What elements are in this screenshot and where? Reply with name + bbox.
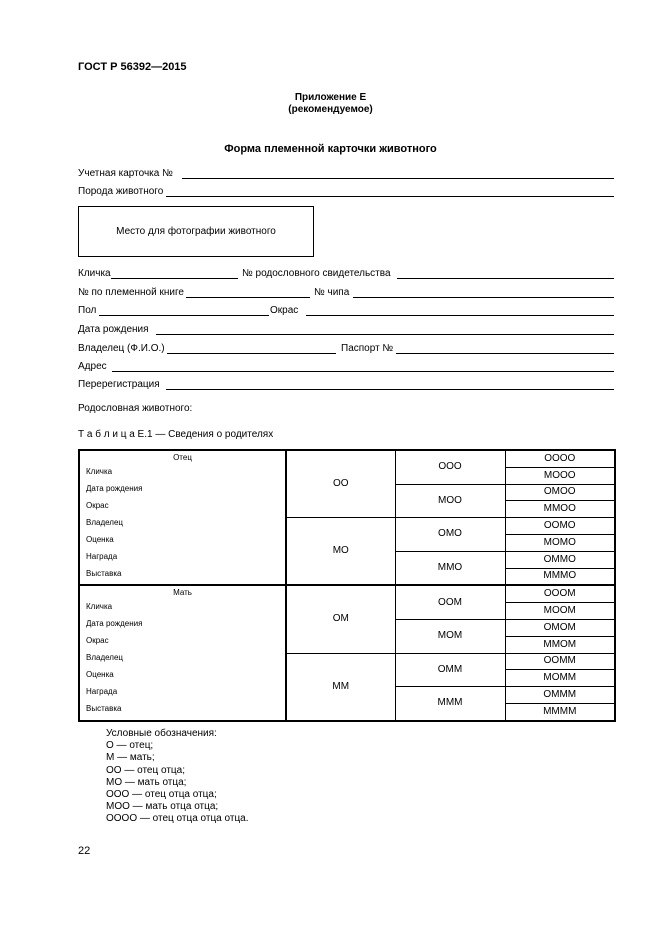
legend-item: МО — мать отца; — [106, 776, 187, 788]
gen3-cell: ОММ — [395, 653, 505, 687]
herdbook-label: № по племенной книге — [78, 287, 184, 298]
gen4-cell: ОМОО — [505, 484, 615, 501]
mother-row: Дата рождения — [86, 619, 143, 629]
father-row: Награда — [86, 552, 118, 561]
reregistration-label: Перерегистрация — [78, 379, 160, 390]
gen4-cell: ОММО — [505, 551, 615, 568]
gen4-cell: МООО — [505, 467, 615, 484]
gen4-cell: МОММ — [505, 670, 615, 687]
appendix-title: Приложение Е — [294, 92, 367, 103]
mother-title: Мать — [173, 588, 192, 598]
page-number: 22 — [78, 845, 91, 857]
gen4-cell: МООМ — [505, 603, 615, 620]
gen3-cell: ММО — [395, 551, 505, 585]
gen4-cell: МММО — [505, 568, 615, 585]
gen4-cell: ММОО — [505, 501, 615, 518]
legend — [106, 728, 249, 826]
gen4-cell: ММММ — [505, 703, 615, 720]
mother-row: Владелец — [86, 653, 124, 663]
legend-item: ОО — отец отца; — [106, 764, 185, 776]
reregistration-line — [166, 389, 614, 390]
parents-table — [78, 449, 616, 722]
color-line — [306, 315, 614, 316]
father-row: Кличка — [86, 467, 113, 476]
legend-item: ООО — отец отца отца; — [106, 789, 217, 801]
mother-row: Награда — [86, 687, 118, 697]
legend-item: ОООО — отец отца отца отца. — [106, 813, 249, 825]
birth-date-line — [156, 334, 614, 335]
card-no-label: Учетная карточка № — [78, 168, 173, 179]
birth-date-label: Дата рождения — [78, 324, 149, 335]
pedigree-cert-line — [397, 278, 614, 279]
father-row: Оценка — [86, 535, 114, 544]
passport-label: Паспорт № — [341, 343, 394, 354]
legend-item: МОО — мать отца отца; — [106, 801, 219, 813]
gen4-cell: ООММ — [505, 653, 615, 670]
gen2-cell: ОО — [286, 450, 395, 518]
pedigree-label: Родословная животного: — [78, 403, 193, 414]
mother-row: Кличка — [86, 602, 113, 612]
herdbook-line — [186, 297, 310, 298]
gen4-cell: ОООМ — [505, 585, 615, 602]
card-no-line — [182, 178, 614, 179]
gen4-cell: ММОМ — [505, 636, 615, 653]
chip-line — [353, 297, 614, 298]
owner-line — [167, 353, 336, 354]
gen4-cell: МОМО — [505, 534, 615, 551]
mother-row: Оценка — [86, 670, 114, 680]
gen3-cell: МММ — [395, 687, 505, 721]
nickname-line — [111, 278, 238, 279]
photo-placeholder-label: Место для фотографии животного — [116, 226, 276, 237]
gen3-cell: ООМ — [395, 585, 505, 619]
gen4-cell: ООМО — [505, 518, 615, 535]
standard-number: ГОСТ Р 56392—2015 — [78, 61, 187, 73]
appendix-subtitle: (рекомендуемое) — [288, 104, 373, 115]
owner-label: Владелец (Ф.И.О.) — [78, 343, 165, 354]
breed-label: Порода животного — [78, 186, 164, 197]
gen4-cell: ОМММ — [505, 687, 615, 704]
father-row: Выставка — [86, 569, 122, 578]
father-row: Дата рождения — [86, 484, 143, 493]
gen4-cell: ОООО — [505, 450, 615, 467]
gen2-cell: ММ — [286, 653, 395, 721]
nickname-label: Кличка — [78, 268, 111, 279]
address-line — [112, 371, 614, 372]
gen3-cell: ОМО — [395, 518, 505, 552]
mother-row: Выставка — [86, 704, 122, 714]
legend-item: О — отец; — [106, 740, 154, 752]
table-caption: Т а б л и ц а Е.1 — Сведения о родителях — [78, 429, 274, 440]
mother-info-cell — [79, 585, 286, 720]
photo-placeholder — [78, 206, 314, 257]
father-row: Владелец — [86, 518, 124, 527]
father-row: Окрас — [86, 501, 109, 510]
father-title: Отец — [173, 453, 192, 462]
gen3-cell: ООО — [395, 450, 505, 484]
form-title: Форма племенной карточки животного — [224, 143, 437, 155]
breed-line — [166, 196, 614, 197]
sex-line — [99, 315, 269, 316]
address-label: Адрес — [78, 361, 107, 372]
mother-row: Окрас — [86, 636, 109, 646]
chip-label: № чипа — [314, 287, 350, 298]
sex-label: Пол — [78, 305, 97, 316]
legend-title: Условные обозначения: — [106, 728, 217, 739]
pedigree-cert-label: № родословного свидетельства — [242, 268, 391, 279]
gen3-cell: МОМ — [395, 619, 505, 653]
gen4-cell: ОМОМ — [505, 619, 615, 636]
gen3-cell: МОО — [395, 484, 505, 518]
father-info-cell — [79, 450, 286, 585]
color-label: Окрас — [270, 305, 299, 316]
gen2-cell: ОМ — [286, 585, 395, 653]
legend-item: М — мать; — [106, 752, 155, 764]
gen2-cell: МО — [286, 518, 395, 586]
passport-line — [396, 353, 614, 354]
